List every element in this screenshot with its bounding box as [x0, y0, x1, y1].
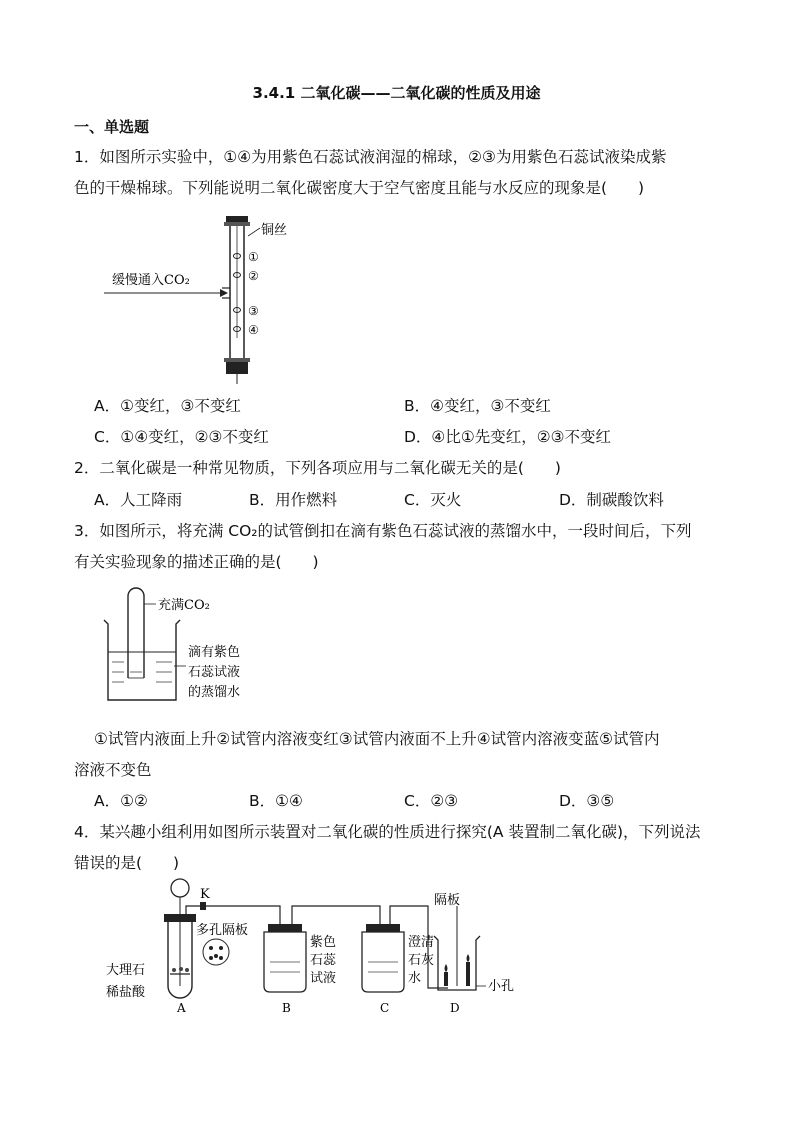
candle-low	[444, 972, 448, 986]
q4-apparatus-figure	[104, 876, 524, 1016]
label-d: D	[450, 1001, 460, 1015]
valve-k-label: K	[200, 887, 210, 902]
co2-label: 充满CO₂	[158, 598, 210, 613]
separatory-funnel	[171, 879, 189, 897]
q3-beaker-figure	[96, 582, 296, 712]
acid-label: 稀盐酸	[106, 985, 146, 1000]
bottle-c-label-2: 石灰	[408, 953, 435, 968]
q4-line-2: 错误的是( )	[74, 854, 180, 872]
document-title: 3.4.1 二氧化碳——二氧化碳的性质及用途	[252, 84, 541, 102]
q2-line-1: 2．二氧化碳是一种常见物质，下列各项应用与二氧化碳无关的是( )	[74, 459, 561, 477]
q1-option-d[interactable]: D．④比①先变红，②③不变红	[404, 428, 612, 446]
bottle-b-label-1: 紫色	[310, 935, 337, 950]
q1-option-b[interactable]: B．④变红，③不变红	[404, 397, 551, 415]
bottom-stopper	[226, 362, 248, 374]
marker-1: ①	[248, 250, 259, 264]
label-a: A	[177, 1001, 186, 1015]
q3-option-a[interactable]: A．①②	[94, 792, 148, 810]
section-heading: 一、单选题	[74, 118, 150, 136]
bottle-c-label-1: 澄清	[408, 935, 435, 950]
divider-label: 隔板	[434, 893, 461, 908]
valve-k	[200, 902, 206, 910]
solution-label-1: 滴有紫色	[188, 645, 241, 660]
bottle-b-label-2: 石蕊	[310, 953, 337, 968]
q1-line-1: 1．如图所示实验中，①④为用紫色石蕊试液润湿的棉球，②③为用紫色石蕊试液染成紫	[74, 148, 667, 166]
copper-wire-label: 铜丝	[261, 223, 288, 238]
porous-plate-label: 多孔隔板	[196, 923, 249, 938]
bottle-c-label-3: 水	[408, 971, 422, 986]
q2-option-d[interactable]: D．制碳酸饮料	[559, 491, 664, 509]
q1-apparatus-figure	[100, 208, 320, 388]
beaker	[104, 620, 180, 700]
q3-line-2: 有关实验现象的描述正确的是( )	[74, 553, 319, 571]
q4-line-1: 4．某兴趣小组利用如图所示装置对二氧化碳的性质进行探究(A 装置制二氧化碳)，下列说法	[74, 823, 701, 841]
solution-label-3: 的蒸馏水	[188, 685, 241, 700]
q3-line-1: 3．如图所示，将充满 CO₂的试管倒扣在滴有紫色石蕊试液的蒸馏水中，一段时间后，下列	[74, 522, 692, 540]
hole-label: 小孔	[488, 979, 515, 994]
solution-label-2: 石蕊试液	[188, 665, 241, 680]
marker-2: ②	[248, 269, 259, 283]
q2-option-c[interactable]: C．灭火	[404, 491, 462, 509]
label-b: B	[282, 1001, 291, 1015]
q3-statements-1: ①试管内液面上升②试管内溶液变红③试管内液面不上升④试管内溶液变蓝⑤试管内	[94, 730, 660, 748]
marble-label: 大理石	[106, 963, 146, 978]
marker-4: ④	[248, 323, 259, 337]
q2-option-a[interactable]: A．人工降雨	[94, 491, 183, 509]
q3-statements-2: 溶液不变色	[74, 761, 152, 779]
label-c: C	[380, 1001, 390, 1015]
candle-high	[466, 962, 470, 986]
q1-line-2: 色的干燥棉球。下列能说明二氧化碳密度大于空气密度且能与水反应的现象是( )	[74, 179, 645, 197]
marker-3: ③	[248, 304, 259, 318]
q3-option-d[interactable]: D．③⑤	[559, 792, 615, 810]
q2-option-b[interactable]: B．用作燃料	[249, 491, 338, 509]
inlet-label: 缓慢通入CO₂	[112, 273, 190, 288]
q3-option-b[interactable]: B．①④	[249, 792, 303, 810]
q3-option-c[interactable]: C．②③	[404, 792, 459, 810]
q1-option-a[interactable]: A．①变红，③不变红	[94, 397, 241, 415]
bottle-b-label-3: 试液	[310, 971, 337, 986]
inverted-test-tube	[128, 588, 144, 678]
q1-option-c[interactable]: C．①④变红，②③不变红	[94, 428, 269, 446]
